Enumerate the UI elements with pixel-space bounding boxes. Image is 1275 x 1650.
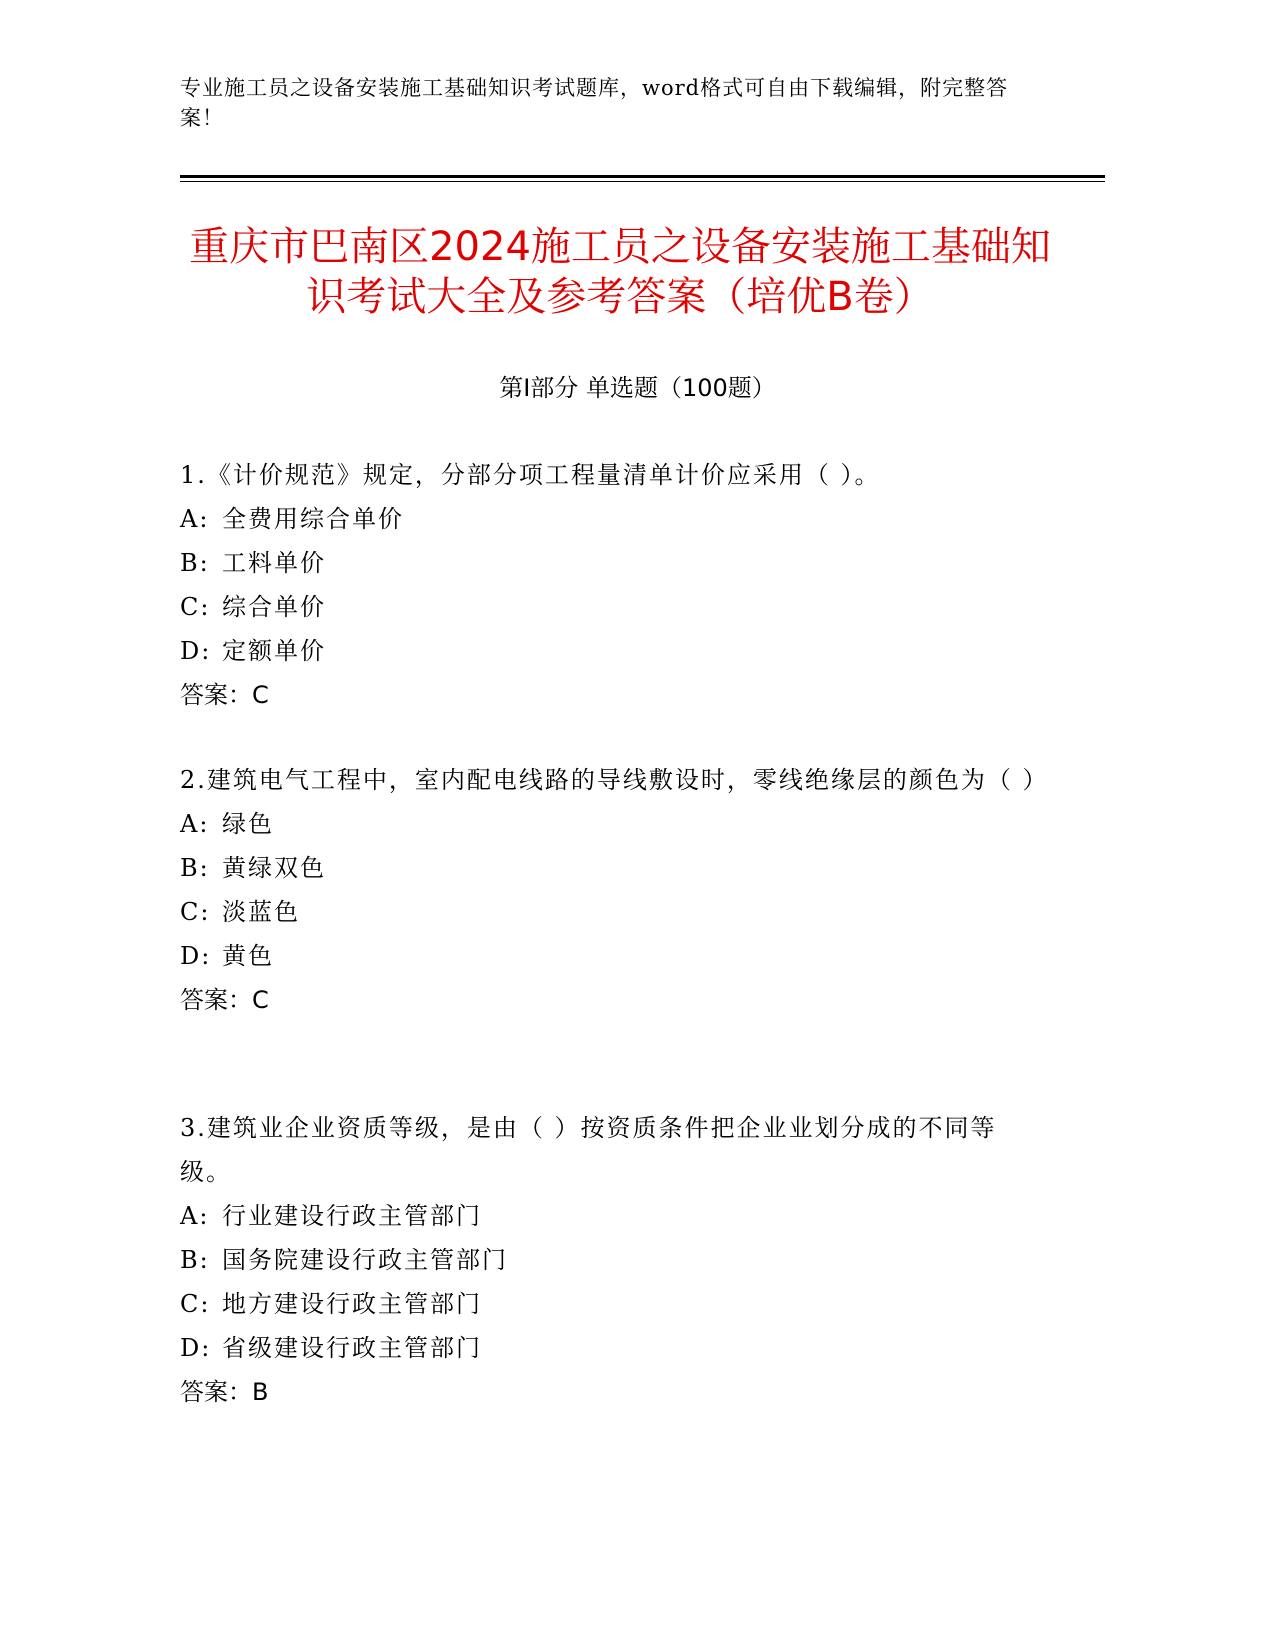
answer: 答案：C <box>180 681 269 709</box>
option-text: 行业建设行政主管部门 <box>222 1202 482 1230</box>
option-key: D: <box>180 637 212 665</box>
question-stem: 3.建筑业企业资质等级，是由（ ）按资质条件把企业业划分成的不同等级。 <box>180 1114 997 1186</box>
option-text: 淡蓝色 <box>222 898 300 926</box>
option-key: A: <box>180 1202 210 1230</box>
question-1 <box>180 453 1040 717</box>
option-c <box>180 1282 1040 1326</box>
option-text: 绿色 <box>222 810 274 838</box>
header-rule-thin <box>180 181 1105 182</box>
option-c <box>180 585 1040 629</box>
document-title: 重庆市巴南区2024施工员之设备安装施工基础知识考试大全及参考答案（培优B卷） <box>189 224 1051 320</box>
option-b <box>180 846 1040 890</box>
option-text: 全费用综合单价 <box>222 505 404 533</box>
option-text: 定额单价 <box>222 637 326 665</box>
option-key: C: <box>180 1290 211 1318</box>
option-text: 黄绿双色 <box>222 854 326 882</box>
answer: 答案：B <box>180 1378 269 1406</box>
question-stem: 1.《计价规范》规定，分部分项工程量清单计价应采用（ ）。 <box>180 461 881 489</box>
option-text: 黄色 <box>222 942 274 970</box>
option-d <box>180 1326 1040 1370</box>
option-key: D: <box>180 1334 212 1362</box>
option-key: B: <box>180 1246 210 1274</box>
header-note: 专业施工员之设备安装施工基础知识考试题库，word格式可自由下载编辑，附完整答案！ <box>180 76 1009 130</box>
option-text: 工料单价 <box>222 549 326 577</box>
option-a <box>180 802 1040 846</box>
option-b <box>180 1238 1040 1282</box>
option-key: D: <box>180 942 212 970</box>
option-text: 综合单价 <box>222 593 326 621</box>
option-a <box>180 497 1040 541</box>
section-heading: 第Ⅰ部分 单选题（100题） <box>499 374 776 402</box>
question-2 <box>180 758 1049 1022</box>
option-text: 地方建设行政主管部门 <box>222 1290 482 1318</box>
option-d <box>180 629 1040 673</box>
option-key: B: <box>180 854 210 882</box>
option-b <box>180 541 1040 585</box>
option-d <box>180 934 1040 978</box>
option-text: 国务院建设行政主管部门 <box>222 1246 508 1274</box>
question-3 <box>180 1106 1040 1414</box>
option-text: 省级建设行政主管部门 <box>222 1334 482 1362</box>
option-key: A: <box>180 505 210 533</box>
option-key: B: <box>180 549 210 577</box>
option-key: C: <box>180 898 211 926</box>
question-stem: 2.建筑电气工程中，室内配电线路的导线敷设时，零线绝缘层的颜色为（ ） <box>180 766 1049 794</box>
header-rule-thick <box>180 175 1105 178</box>
answer: 答案：C <box>180 986 269 1014</box>
option-a <box>180 1194 1040 1238</box>
option-key: C: <box>180 593 211 621</box>
option-c <box>180 890 1040 934</box>
option-key: A: <box>180 810 210 838</box>
